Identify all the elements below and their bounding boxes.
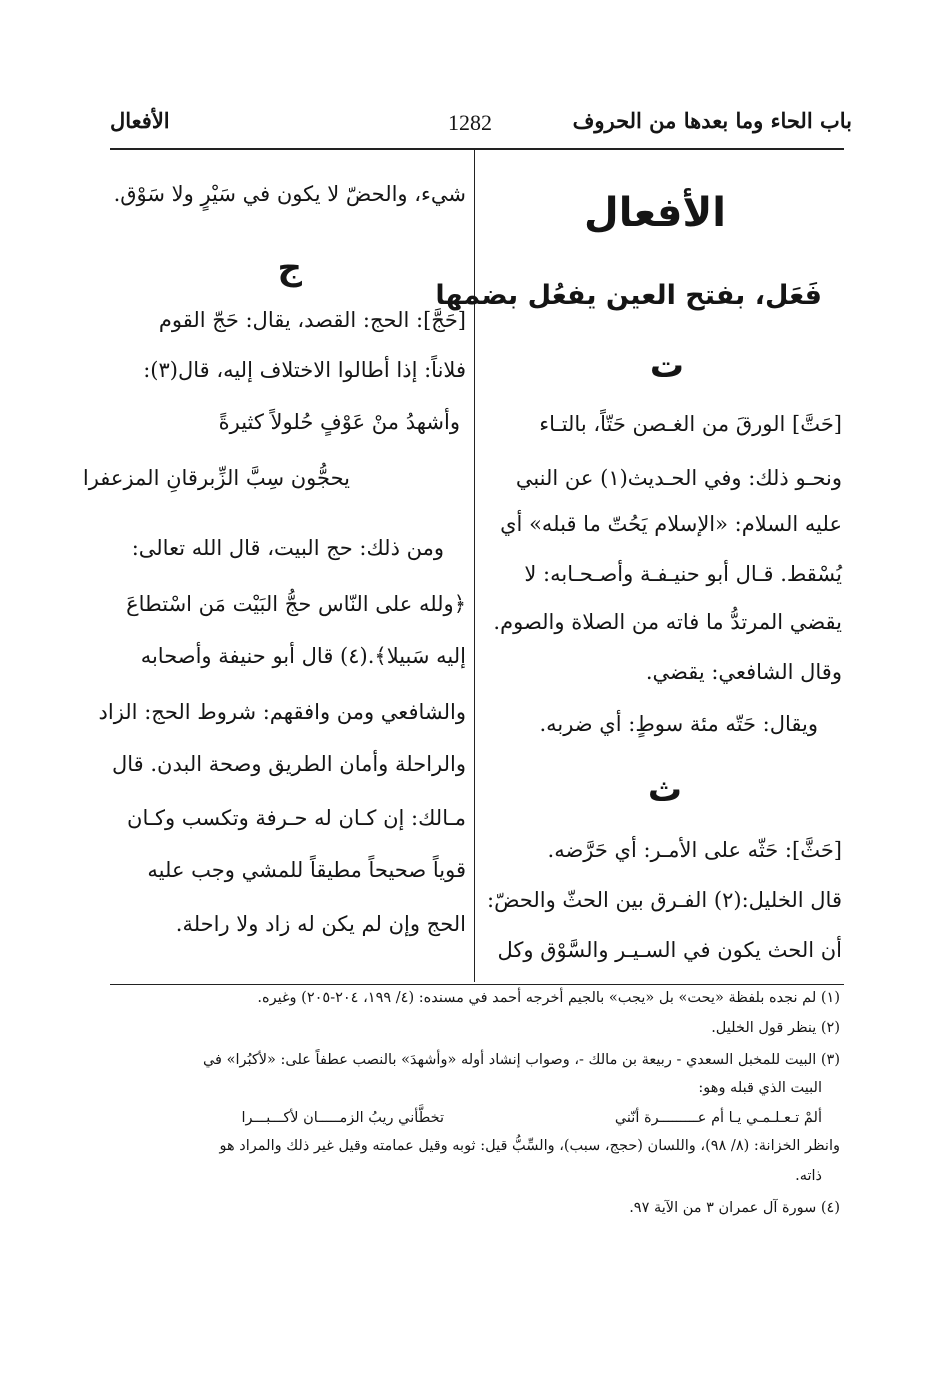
footnote-3-cont: وانظر الخزانة: (٨/ ٩٨)، واللسان (حجج، سبب)، والسِّبُّ قيل: ثوبه وقيل عمامته وقيل غير ذلك والمراد هو bbox=[219, 1138, 840, 1154]
footnote-4: (٤) سورة آل عمران ٣ من الآية ٩٧. bbox=[629, 1200, 840, 1216]
text-line: قال الخليل:(٢) الفـرق بين الحثّ والحضّ: bbox=[487, 888, 842, 912]
text-line: ومن ذلك: حج البيت، قال الله تعالى: bbox=[131, 536, 444, 560]
text-line: يُسْقط. قـال أبو حنيـفـة وأصـحـابه: لا bbox=[524, 562, 842, 586]
text-line: [حَتَّ] الورقَ من الغـصن حَتّاً، بالتـاء bbox=[539, 412, 842, 436]
footnote-1: (١) لم نجده بلفظة «يحت» بل «يجب» بالجيم أخرجه أحمد في مسنده: (٤/ ١٩٩، ٢٠٤-٢٠٥) وغيره. bbox=[257, 990, 840, 1006]
footnote-3-verse-1: ألمْ تـعـلـمـي يـا أم عـــــــــرة أنّني bbox=[614, 1110, 822, 1126]
column-divider bbox=[474, 150, 475, 982]
text-line: يقضي المرتدُّ ما فاته من الصلاة والصوم. bbox=[493, 610, 842, 634]
text-line: فلاناً: إذا أطالوا الاختلاف إليه، قال(٣): bbox=[143, 358, 466, 382]
running-header-chapter: باب الحاء وما بعدها من الحروف bbox=[572, 108, 852, 133]
footnote-3-verse-2: تخطَّأني ريبُ الزمـــــان لأكـــبـــرا bbox=[241, 1110, 444, 1126]
page-number: 1282 bbox=[448, 110, 492, 135]
text-line: مـالك: إن كـان له حـرفة وتكسب وكـان bbox=[127, 806, 466, 830]
text-line: ويقال: حَتّه مئة سوطٍ: أي ضربه. bbox=[539, 712, 818, 736]
text-line: والراحلة وأمان الطريق وصحة البدن. قال bbox=[112, 752, 466, 776]
letter-heading-j: ج bbox=[277, 248, 302, 288]
text-line: الحج وإن لم يكن له زاد ولا راحلة. bbox=[175, 912, 466, 936]
letter-heading-th: ث bbox=[647, 770, 682, 810]
text-line: [حَثَّ]: حَثّه على الأمـر: أي حَرَّضه. bbox=[547, 838, 842, 862]
footnote-3-cont: البيت الذي قبله وهو: bbox=[698, 1080, 822, 1096]
text-line: عليه السلام: «الإسلام يَحُتّ ما قبله» أي bbox=[500, 512, 842, 536]
footnote-2: (٢) ينظر قول الخليل. bbox=[711, 1020, 840, 1036]
text-line: أن الحث يكون في السـيـر والسَّوْق وكل bbox=[497, 938, 842, 962]
quran-line: ﴿ولله على النّاس حجُّ البَيْت مَن اسْتطاعَ bbox=[126, 592, 466, 616]
footnote-3: (٣) البيت للمخبل السعدي - ربيعة بن مالك -، وصواب إنشاد أوله «وأشهدَ» بالنصب عطفاً على: «لأكبُرا» في bbox=[202, 1052, 840, 1068]
letter-heading-t: ت bbox=[649, 346, 684, 386]
text-line: ونحـو ذلك: وفي الحـديث(١) عن النبي bbox=[515, 466, 842, 490]
subsection-title: فَعَل، بفتح العين يفعُل بضمها bbox=[435, 280, 822, 311]
running-header-section: الأفعال bbox=[110, 108, 170, 133]
footnote-rule bbox=[110, 984, 844, 985]
section-title: الأفعال bbox=[584, 190, 726, 236]
text-line: [حَجَّ]: الحج: القصد، يقال: حَجّ القوم bbox=[158, 308, 466, 332]
text-line: قوياً صحيحاً مطيقاً للمشي وجب عليه bbox=[147, 858, 466, 882]
verse-line-2: يحجُّون سِبَّ الزِّبرقانِ المزعفرا bbox=[82, 466, 350, 490]
text-line: وقال الشافعي: يقضي. bbox=[645, 660, 842, 684]
footnote-3-cont: ذاته. bbox=[795, 1168, 822, 1184]
verse-line-1: وأشهدُ منْ عَوْفٍ حُلولاً كثيرةً bbox=[218, 410, 460, 434]
quran-line: إليه سَبيلا﴾.(٤) قال أبو حنيفة وأصحابه bbox=[140, 644, 466, 668]
header-rule bbox=[110, 148, 844, 150]
text-line: شيء، والحضّ لا يكون في سَيْرٍ ولا سَوْق. bbox=[113, 182, 466, 206]
text-line: والشافعي ومن وافقهم: شروط الحج: الزاد bbox=[98, 700, 466, 724]
